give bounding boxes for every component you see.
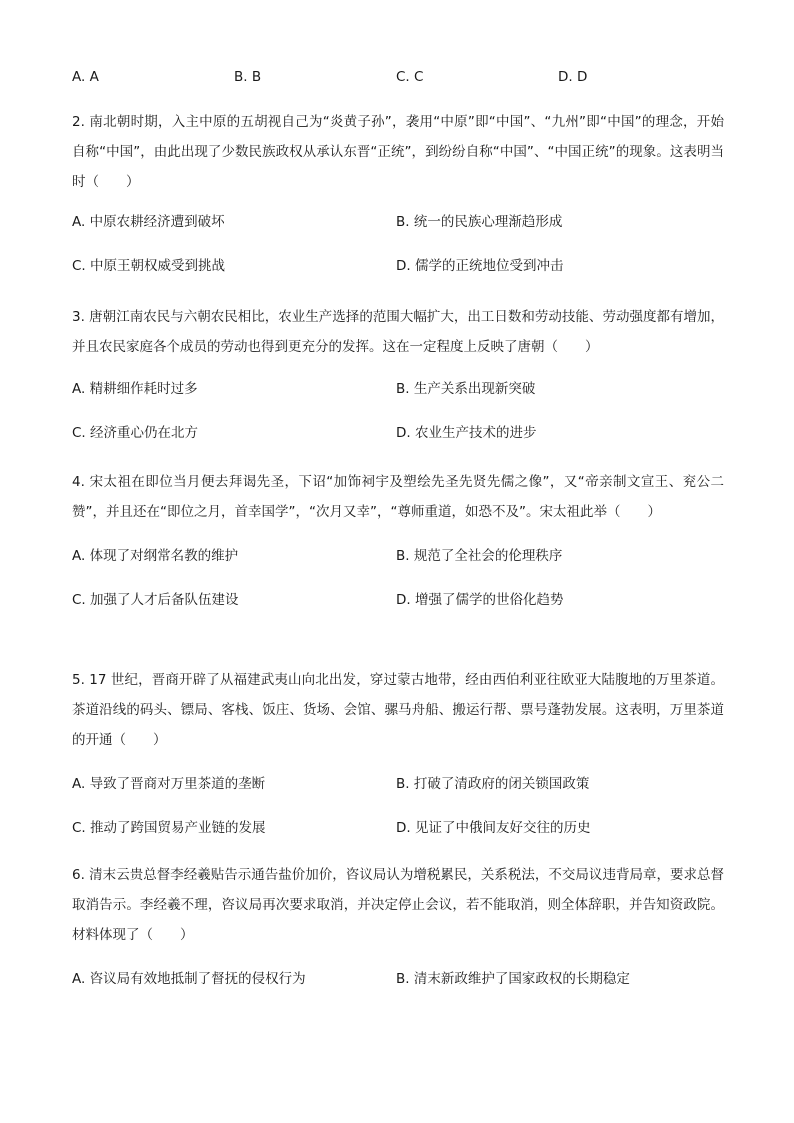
question-3-options-row-1 xyxy=(72,378,724,400)
q5-option-d: D. 见证了中俄间友好交往的历史 xyxy=(396,820,591,836)
question-6-stem: 6. 清末云贵总督李经羲贴告示通告盐价加价，咨议局认为增税累民，关系税法，不交局议违背局章，要求总督取消告示。李经羲不理，咨议局再次要求取消，并决定停止会议，若不能取消，则全体辞职，并告知资政院。材料体现了（ ） xyxy=(72,867,724,943)
question-4 xyxy=(72,467,724,611)
q2-option-d: D. 儒学的正统地位受到冲击 xyxy=(396,258,564,274)
q6-option-b: B. 清末新政维护了国家政权的长期稳定 xyxy=(396,971,630,987)
question-5-options-row-1 xyxy=(72,773,724,795)
q3-option-c: C. 经济重心仍在北方 xyxy=(72,425,199,441)
q6-option-a: A. 咨议局有效地抵制了督抚的侵权行为 xyxy=(72,971,306,987)
question-6-options-row-1 xyxy=(72,968,724,990)
question-4-stem: 4. 宋太祖在即位当月便去拜谒先圣，下诏“加饰祠宇及塑绘先圣先贤先儒之像”，又“帝亲制文宣王、兖公二赞”，并且还在“即位之月，首幸国学”，“次月又幸”，“尊师重道，如恐不及”。宋太祖此举（ ） xyxy=(72,474,724,520)
q1-option-b: B. B xyxy=(234,69,262,85)
q4-option-b: B. 规范了全社会的伦理秩序 xyxy=(396,548,563,564)
question-2-options-row-2 xyxy=(72,255,724,277)
q5-option-a: A. 导致了晋商对万里茶道的垄断 xyxy=(72,776,266,792)
q2-option-a: A. 中原农耕经济遭到破坏 xyxy=(72,214,225,230)
q4-option-c: C. 加强了人才后备队伍建设 xyxy=(72,592,239,608)
question-6 xyxy=(72,860,724,990)
question-5 xyxy=(72,665,724,839)
q2-option-b: B. 统一的民族心理渐趋形成 xyxy=(396,214,563,230)
question-5-stem: 5. 17 世纪，晋商开辟了从福建武夷山向北出发，穿过蒙古地带，经由西伯利亚往欧亚大陆腹地的万里茶道。茶道沿线的码头、镖局、客栈、饭庄、货场、会馆、骡马舟船、搬运行帮、票号蓬勃发展。这表明，万里茶道的开通（ ） xyxy=(72,672,724,748)
q5-option-b: B. 打破了清政府的闭关锁国政策 xyxy=(396,776,590,792)
question-3 xyxy=(72,302,724,444)
question-4-options-row-2 xyxy=(72,589,724,611)
question-5-options-row-2 xyxy=(72,817,724,839)
q1-option-c: C. C xyxy=(396,69,424,85)
q3-option-a: A. 精耕细作耗时过多 xyxy=(72,381,198,397)
q5-option-c: C. 推动了跨国贸易产业链的发展 xyxy=(72,820,266,836)
q1-option-d: D. D xyxy=(558,69,588,85)
q3-option-b: B. 生产关系出现新突破 xyxy=(396,381,536,397)
q4-option-a: A. 体现了对纲常名教的维护 xyxy=(72,548,239,564)
question-2-stem: 2. 南北朝时期，入主中原的五胡视自己为“炎黄子孙”，袭用“中原”即“中国”、“九州”即“中国”的理念，开始自称“中国”，由此出现了少数民族政权从承认东晋“正统”，到纷纷自称“中国”、“中国正统”的现象。这表明当时（ ） xyxy=(72,114,724,190)
q4-option-d: D. 增强了儒学的世俗化趋势 xyxy=(396,592,564,608)
question-3-options-row-2 xyxy=(72,422,724,444)
q2-option-c: C. 中原王朝权威受到挑战 xyxy=(72,258,226,274)
question-2-options-row-1 xyxy=(72,211,724,233)
q1-option-a: A. A xyxy=(72,69,99,85)
q1-options xyxy=(72,68,732,86)
question-3-stem: 3. 唐朝江南农民与六朝农民相比，农业生产选择的范围大幅扩大，出工日数和劳动技能、劳动强度都有增加，并且农民家庭各个成员的劳动也得到更充分的发挥。这在一定程度上反映了唐朝（ ） xyxy=(72,309,724,355)
question-4-options-row-1 xyxy=(72,545,724,567)
q3-option-d: D. 农业生产技术的进步 xyxy=(396,425,537,441)
question-2 xyxy=(72,107,724,277)
